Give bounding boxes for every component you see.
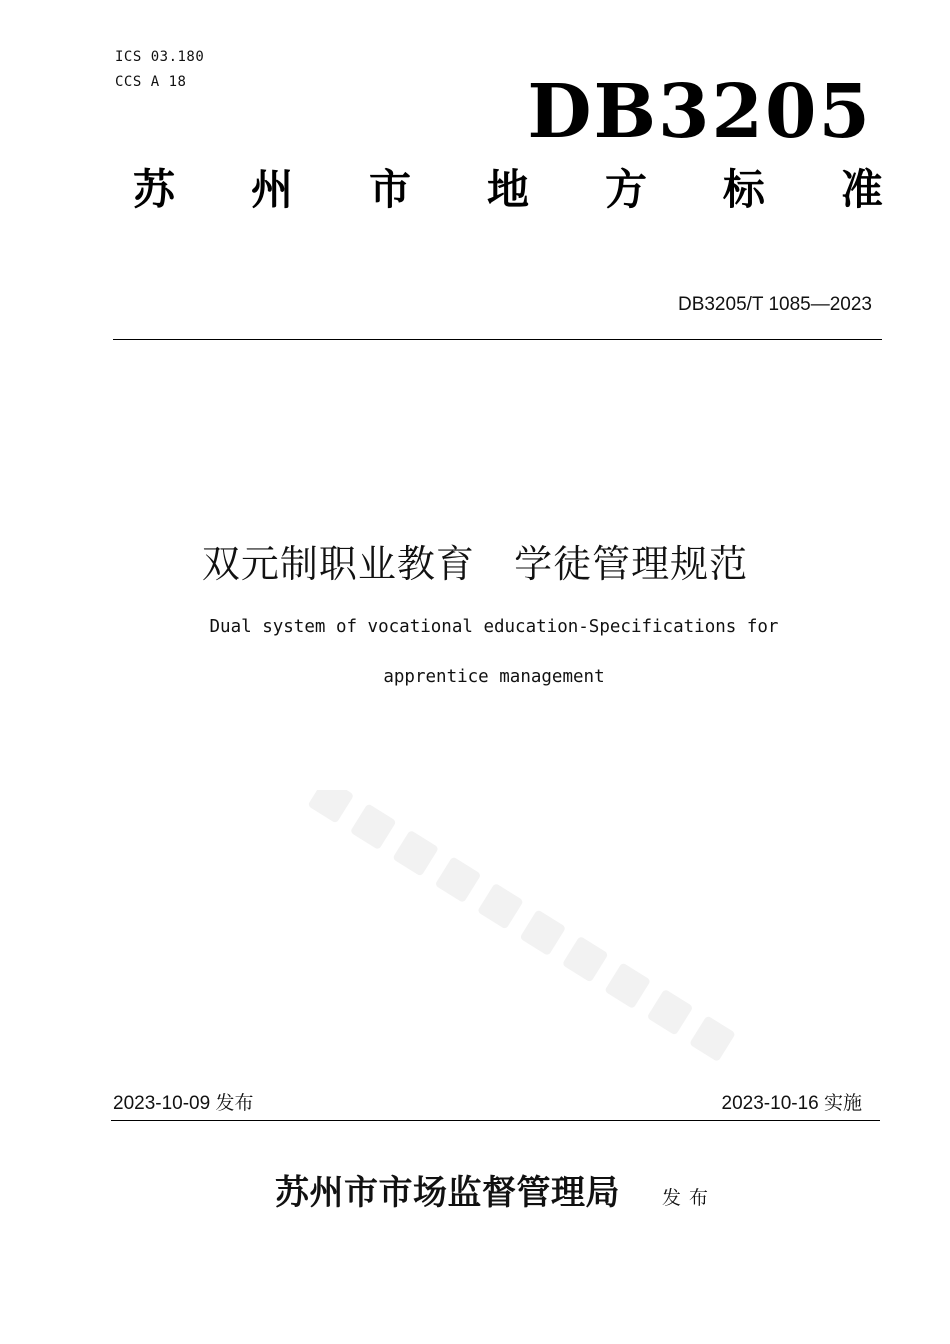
ccs-code: CCS A 18 xyxy=(115,74,187,90)
issue-label: 发布 xyxy=(662,1187,717,1209)
ics-code: ICS 03.180 xyxy=(115,49,205,65)
standard-type-char: 标 xyxy=(722,165,765,214)
document-title-english-line1: Dual system of vocational education-Specifications for xyxy=(209,617,779,637)
document-title-english-line2: apprentice management xyxy=(383,667,605,687)
faint-watermark xyxy=(250,790,810,1090)
header-divider xyxy=(113,339,882,340)
standard-type-heading xyxy=(133,166,883,214)
footer-divider xyxy=(111,1120,880,1121)
document-title-chinese: 双元制职业教育 学徒管理规范 xyxy=(201,542,749,586)
implement-date: 2023-10-16 实施 xyxy=(721,1093,862,1114)
standard-type-char: 苏 xyxy=(133,165,176,214)
publish-date: 2023-10-09 发布 xyxy=(113,1093,254,1114)
issuing-authority: 苏州市市场监督管理局 xyxy=(275,1173,620,1213)
standard-type-char: 地 xyxy=(486,165,529,214)
standard-code-logo: DB3205 xyxy=(527,69,872,155)
standard-type-char: 州 xyxy=(250,165,293,214)
standard-type-char: 市 xyxy=(368,165,411,214)
standard-type-char: 方 xyxy=(604,165,647,214)
standard-number: DB3205/T 1085—2023 xyxy=(677,294,872,315)
standard-type-char: 准 xyxy=(840,165,883,214)
